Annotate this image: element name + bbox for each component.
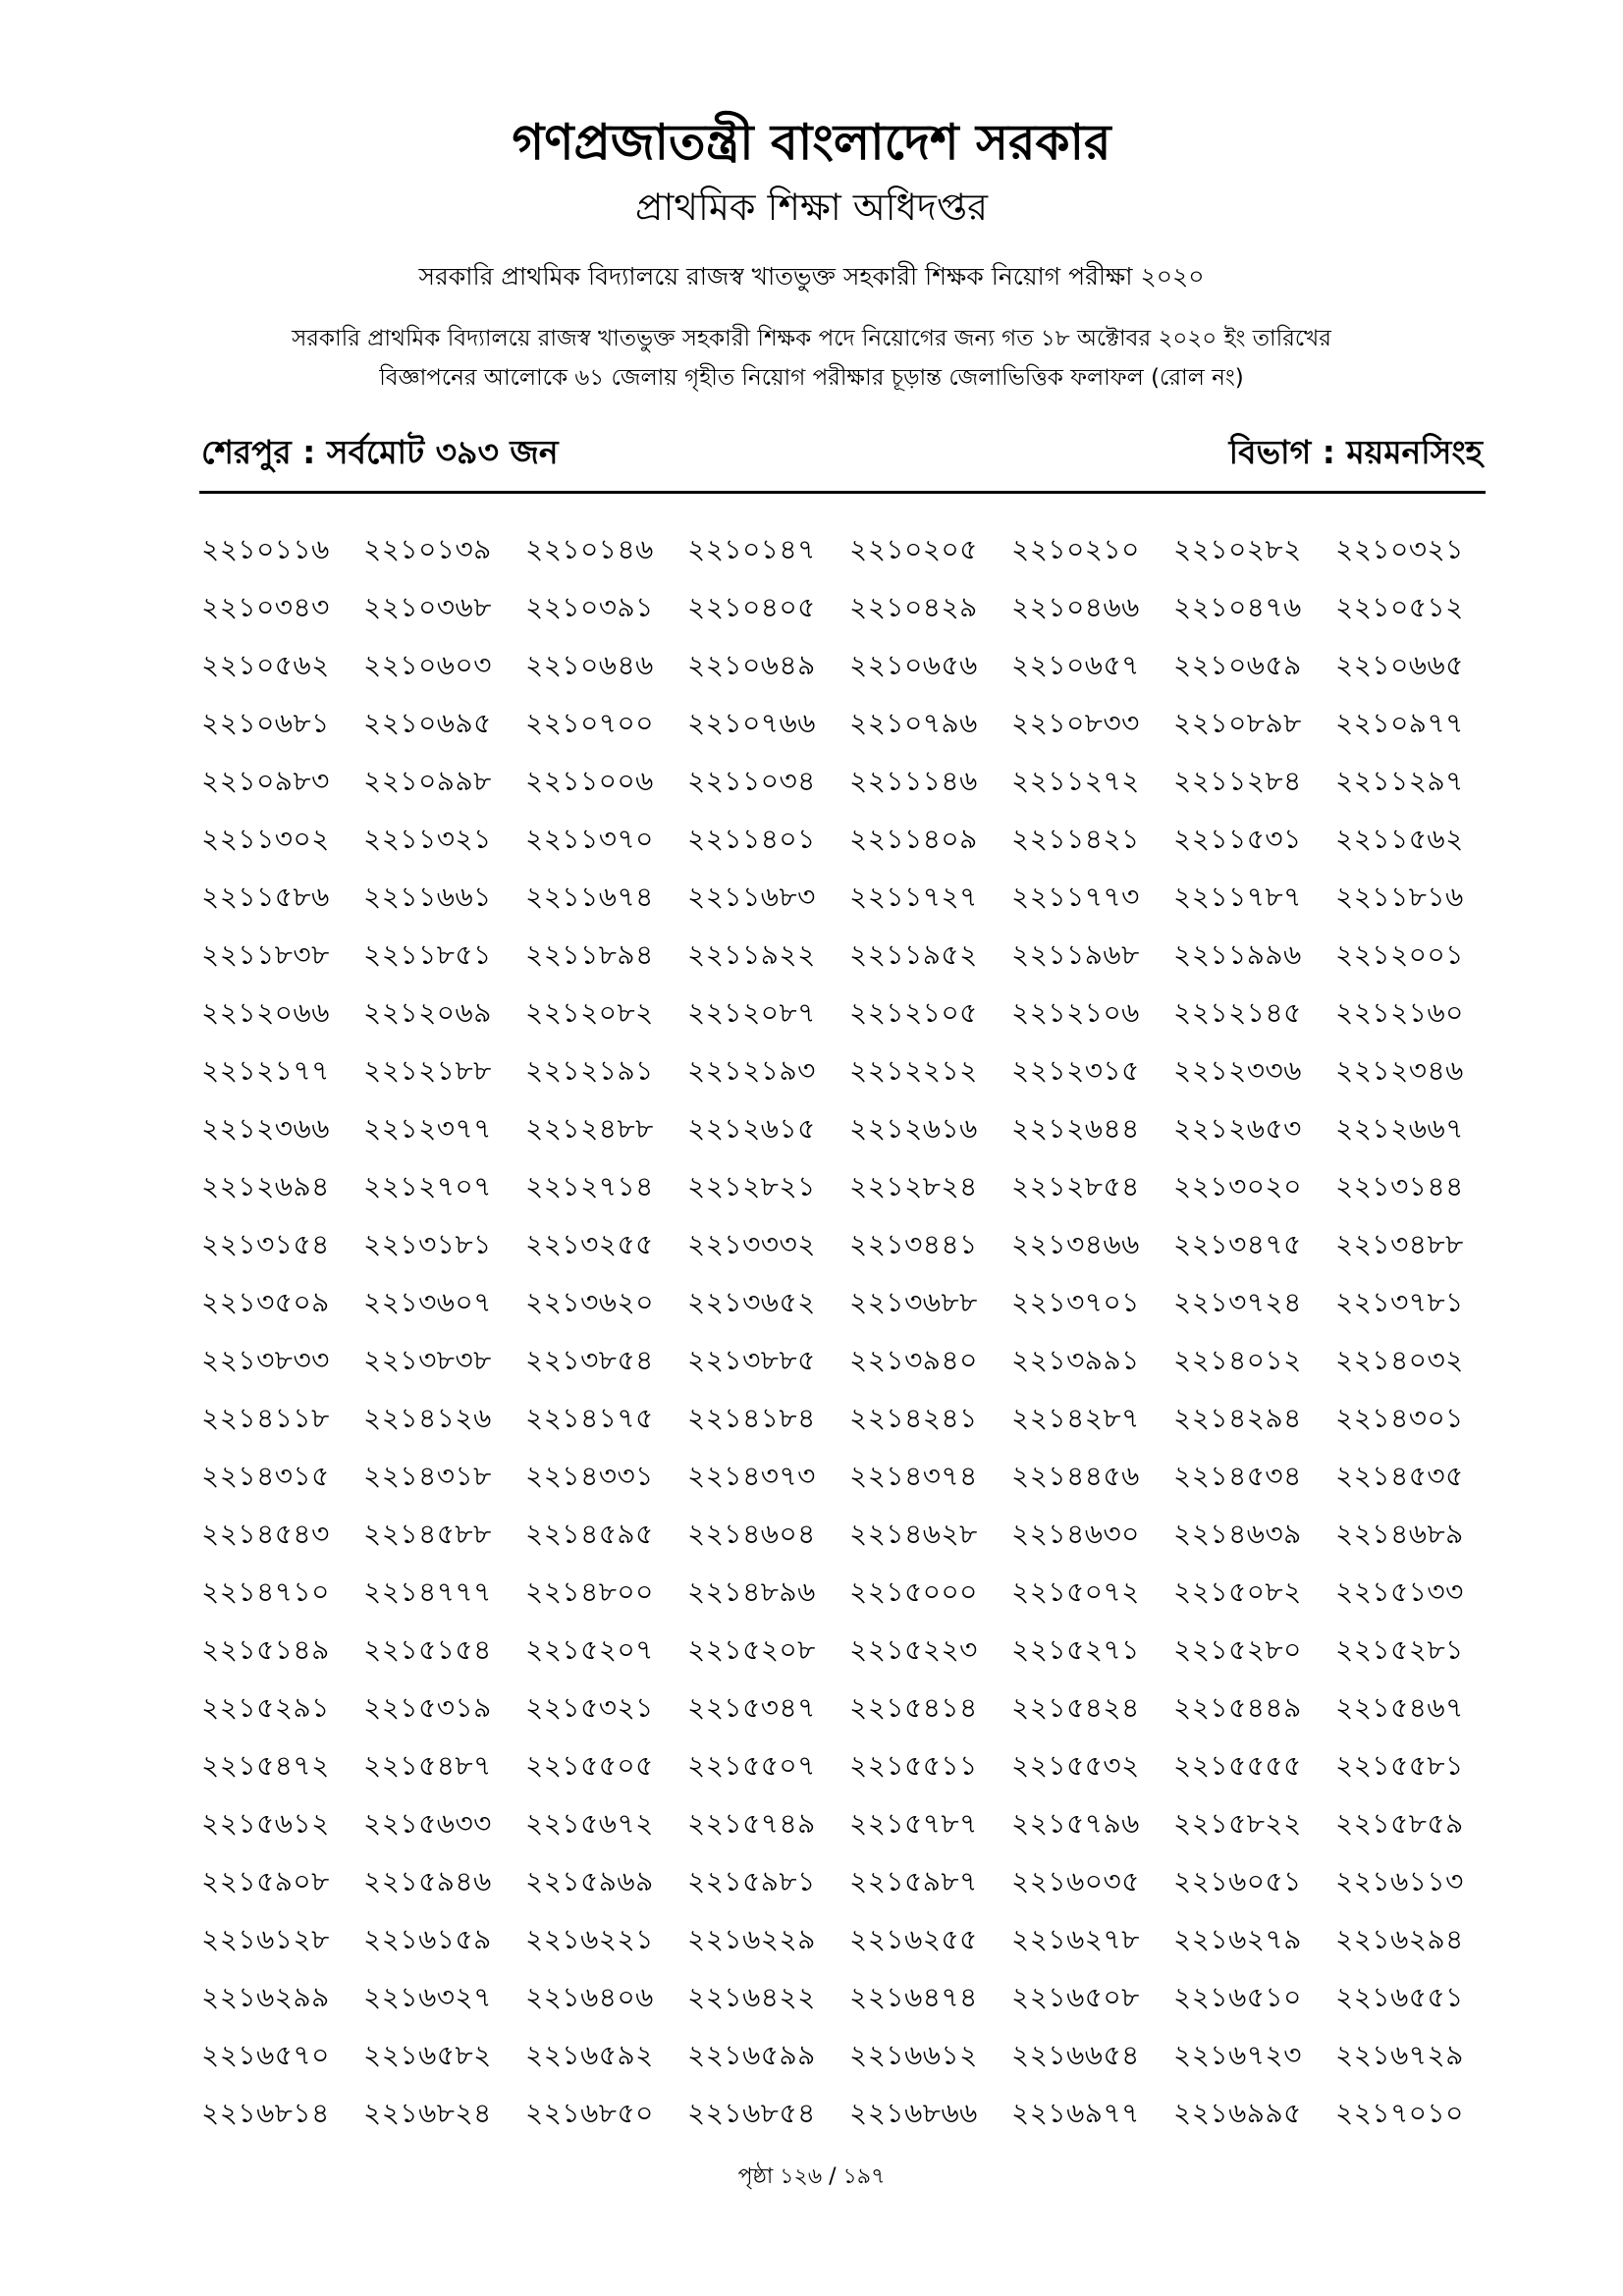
roll-number: ২২১৫০৭২ [1011,1575,1140,1608]
roll-number: ২২১৫৫৮১ [1335,1749,1464,1782]
roll-number: ২২১১৫৬২ [1335,823,1464,855]
roll-number: ২২১০১৪৭ [687,533,816,565]
roll-number: ২২১১৩২১ [363,823,492,855]
roll-number: ২২১৩১৫৪ [201,1228,330,1260]
roll-number: ২২১৩২৫৫ [525,1228,654,1260]
roll-number: ২২১৩৪৮৮ [1335,1228,1464,1260]
roll-number: ২২১৪৮৯৬ [687,1575,816,1608]
roll-number: ২২১১৯২২ [687,938,816,971]
description-line-1: সরকারি প্রাথমিক বিদ্যালয়ে রাজস্ব খাতভুক্ত সহকারী শিক্ষক পদে নিয়োগের জন্য গত ১৮ অক্টোবর ২০২০ ইং তারিখের [292,326,1331,351]
roll-number: ২২১৩৬২০ [525,1286,654,1318]
roll-number: ২২১৩০২০ [1173,1170,1302,1202]
roll-number: ২২১৬৪৭৪ [849,1981,978,2013]
roll-number: ২২১৫৩১৯ [363,1691,492,1724]
roll-number: ২২১৬৫৮২ [363,2039,492,2071]
roll-number: ২২১০৯৭৭ [1335,707,1464,739]
roll-number: ২২১২১৭৭ [201,1054,330,1087]
roll-number: ২২১৫৪৭২ [201,1749,330,1782]
roll-number: ২২১৫৬৭২ [525,1807,654,1840]
roll-number: ২২১৫৪১৪ [849,1691,978,1724]
roll-number: ২২১৬৪২২ [687,1981,816,2013]
roll-number: ২২১৫০০০ [849,1575,978,1608]
roll-number: ২২১০১১৬ [201,533,330,565]
roll-number: ২২১৫৫৫৫ [1173,1749,1302,1782]
roll-number: ২২১২১৯৩ [687,1054,816,1087]
roll-number: ২২১৫১৩৩ [1335,1575,1464,1608]
roll-number: ২২১১৭৮৭ [1173,881,1302,913]
roll-number: ২২১৪৬৩০ [1011,1518,1140,1550]
roll-number: ২২১৬৫৯২ [525,2039,654,2071]
roll-number: ২২১০৬৮১ [201,707,330,739]
roll-number: ২২১৪৫৯৫ [525,1518,654,1550]
roll-number: ২২১৩৬০৭ [363,1286,492,1318]
roll-number: ২২১০৩২১ [1335,533,1464,565]
roll-number: ২২১৫২৯১ [201,1691,330,1724]
roll-number: ২২১৫২০৭ [525,1633,654,1666]
roll-number: ২২১১৫৮৬ [201,881,330,913]
roll-number: ২২১০৫৬২ [201,649,330,681]
roll-number: ২২১৫৯৬৯ [525,1865,654,1897]
government-title: গণপ্রজাতন্ত্রী বাংলাদেশ সরকার [512,114,1111,171]
roll-number: ২২১১৪২১ [1011,823,1140,855]
roll-number: ২২১০৬৯৫ [363,707,492,739]
roll-number: ২২১১০০৬ [525,765,654,797]
roll-number: ২২১৪০১২ [1173,1344,1302,1376]
roll-number: ২২১৫০৮২ [1173,1575,1302,1608]
roll-number: ২২১২০০১ [1335,938,1464,971]
roll-number: ২২১০৬৪৯ [687,649,816,681]
roll-number: ২২১৩৩৩২ [687,1228,816,1260]
roll-number: ২২১৭০১০ [1335,2097,1464,2129]
roll-number: ২২১১৮৯৪ [525,938,654,971]
roll-number: ২২১০২০৫ [849,533,978,565]
roll-number: ২২১৫২৮০ [1173,1633,1302,1666]
roll-number: ২২১৪১১৮ [201,1402,330,1434]
roll-number: ২২১৬২৭৮ [1011,1923,1140,1955]
roll-number: ২২১৫২০৮ [687,1633,816,1666]
district-header [201,427,1483,476]
roll-number: ২২১৬৯৭৭ [1011,2097,1140,2129]
roll-number: ২২১০৬৫৭ [1011,649,1140,681]
roll-number: ২২১৫৫০৭ [687,1749,816,1782]
roll-number: ২২১৩৯৯১ [1011,1344,1140,1376]
roll-number: ২২১৬৫৯৯ [687,2039,816,2071]
roll-number: ২২১২১৪৫ [1173,996,1302,1029]
roll-number: ২২১৪৩০১ [1335,1402,1464,1434]
roll-number: ২২১০৪০৫ [687,591,816,623]
roll-number: ২২১১২৯৭ [1335,765,1464,797]
roll-number: ২২১৩৭৮১ [1335,1286,1464,1318]
roll-number: ২২১১৩৭০ [525,823,654,855]
roll-number: ২২১৩৪৬৬ [1011,1228,1140,1260]
roll-number: ২২১৬৯৯৫ [1173,2097,1302,2129]
roll-number: ২২১০৯৯৮ [363,765,492,797]
roll-number: ২২১২১০৫ [849,996,978,1029]
roll-number: ২২১১৮১৬ [1335,881,1464,913]
roll-number: ২২১০৭০০ [525,707,654,739]
roll-number: ২২১০৯৮৩ [201,765,330,797]
roll-number: ২২১৪৩১৫ [201,1460,330,1492]
roll-number: ২২১৩৮৫৪ [525,1344,654,1376]
roll-number: ২২১০৩৯১ [525,591,654,623]
roll-number: ২২১০২১০ [1011,533,1140,565]
roll-number: ২২১২৩১৫ [1011,1054,1140,1087]
roll-number: ২২১৪৮০০ [525,1575,654,1608]
roll-number: ২২১০২৮২ [1173,533,1302,565]
roll-number: ২২১৬৬১২ [849,2039,978,2071]
roll-number: ২২১১৭৭৩ [1011,881,1140,913]
roll-number: ২২১৬৮২৪ [363,2097,492,2129]
roll-number: ২২১১৬৮৩ [687,881,816,913]
roll-number: ২২১২৮২৪ [849,1170,978,1202]
roll-number: ২২১৬২২৯ [687,1923,816,1955]
roll-number: ২২১১৭২৭ [849,881,978,913]
roll-number: ২২১০৬৫৬ [849,649,978,681]
division-name: বিভাগ : ময়মনসিংহ [1228,433,1483,471]
roll-number: ২২১৫২২৩ [849,1633,978,1666]
roll-number: ২২১৬২২১ [525,1923,654,1955]
roll-number: ২২১৬৮৫৪ [687,2097,816,2129]
roll-number: ২২১৪৩৭৩ [687,1460,816,1492]
roll-number: ২২১৪৩৭৪ [849,1460,978,1492]
roll-number: ২২১৪৪৫৬ [1011,1460,1140,1492]
roll-number: ২২১৫৫৩২ [1011,1749,1140,1782]
roll-number: ২২১৬৮১৪ [201,2097,330,2129]
roll-number: ২২১৬৮৬৬ [849,2097,978,2129]
roll-number: ২২১১৮৫১ [363,938,492,971]
department-title: প্রাথমিক শিক্ষা অধিদপ্তর [634,186,989,229]
roll-number: ২২১২৬৯৪ [201,1170,330,1202]
roll-number: ২২১০৩৪৩ [201,591,330,623]
roll-number: ২২১৪২৮৭ [1011,1402,1140,1434]
roll-number: ২২১৫৪২৪ [1011,1691,1140,1724]
roll-number: ২২১৫৫০৫ [525,1749,654,1782]
roll-number: ২২১৬৫০৮ [1011,1981,1140,2013]
roll-number: ২২১৪১৮৪ [687,1402,816,1434]
roll-number: ২২১১৯৫২ [849,938,978,971]
exam-title: সরকারি প্রাথমিক বিদ্যালয়ে রাজস্ব খাতভুক্ত সহকারী শিক্ষক নিয়োগ পরীক্ষা ২০২০ [418,262,1205,291]
roll-number: ২২১২৬১৫ [687,1112,816,1145]
roll-number: ২২১৬১৫৯ [363,1923,492,1955]
roll-number: ২২১৫৪৪৯ [1173,1691,1302,1724]
roll-number: ২২১৩৯৪০ [849,1344,978,1376]
roll-number: ২২১২০৬৬ [201,996,330,1029]
roll-number: ২২১৫৯৪৬ [363,1865,492,1897]
roll-number: ২২১৫৯৮১ [687,1865,816,1897]
roll-number: ২২১১১৪৬ [849,765,978,797]
roll-number: ২২১৬১২৮ [201,1923,330,1955]
roll-number: ২২১৬২৯৪ [1335,1923,1464,1955]
roll-number: ২২১৩৬৫২ [687,1286,816,1318]
roll-number: ২২১০৬৬৫ [1335,649,1464,681]
roll-number: ২২১২৪৮৮ [525,1112,654,1145]
roll-number: ২২১৬৫১০ [1173,1981,1302,2013]
roll-number: ২২১০৪৬৬ [1011,591,1140,623]
roll-number: ২২১০৪৭৬ [1173,591,1302,623]
roll-number: ২২১৪৬০৪ [687,1518,816,1550]
roll-number: ২২১৫১৪৯ [201,1633,330,1666]
roll-number: ২২১৪৩৩১ [525,1460,654,1492]
roll-number: ২২১৬৭২৩ [1173,2039,1302,2071]
roll-number: ২২১২০৮৭ [687,996,816,1029]
roll-number: ২২১১৫৩১ [1173,823,1302,855]
roll-number: ২২১২৭০৭ [363,1170,492,1202]
roll-number-grid [201,530,1497,2152]
roll-number: ২২১০৮৩৩ [1011,707,1140,739]
roll-number: ২২১৫২৭১ [1011,1633,1140,1666]
roll-number: ২২১৪২৪১ [849,1402,978,1434]
roll-number: ২২১৩১৮১ [363,1228,492,1260]
roll-number: ২২১২৬৪৪ [1011,1112,1140,1145]
roll-number: ২২১৪৬৩৯ [1173,1518,1302,1550]
roll-number: ২২১১৪০৯ [849,823,978,855]
roll-number: ২২১৪৫৩৫ [1335,1460,1464,1492]
roll-number: ২২১৫৭৮৭ [849,1807,978,1840]
roll-number: ২২১৪২৯৪ [1173,1402,1302,1434]
roll-number: ২২১০৩৬৮ [363,591,492,623]
roll-number: ২২১৫৩৪৭ [687,1691,816,1724]
roll-number: ২২১০৮৯৮ [1173,707,1302,739]
roll-number: ২২১৫২৮১ [1335,1633,1464,1666]
roll-number: ২২১৩৫০৯ [201,1286,330,1318]
roll-number: ২২১৫৩২১ [525,1691,654,1724]
roll-number: ২২১৫৫১১ [849,1749,978,1782]
roll-number: ২২১৬১১৩ [1335,1865,1464,1897]
roll-number: ২২১০৬৫৯ [1173,649,1302,681]
roll-number: ২২১৫৪৬৭ [1335,1691,1464,1724]
roll-number: ২২১০৪২৯ [849,591,978,623]
roll-number: ২২১৫৬৩৩ [363,1807,492,1840]
roll-number: ২২১৫৮৫৯ [1335,1807,1464,1840]
roll-number: ২২১৩১৪৪ [1335,1170,1464,1202]
roll-number: ২২১৬৫৭০ [201,2039,330,2071]
roll-number: ২২১৪০৩২ [1335,1344,1464,1376]
roll-number: ২২১৬৪০৬ [525,1981,654,2013]
roll-number: ২২১২৬৬৭ [1335,1112,1464,1145]
roll-number: ২২১১২৮৪ [1173,765,1302,797]
roll-number: ২২১৫৯৮৭ [849,1865,978,1897]
roll-number: ২২১১৯৯৬ [1173,938,1302,971]
roll-number: ২২১২১০৬ [1011,996,1140,1029]
roll-number: ২২১১৬৬১ [363,881,492,913]
roll-number: ২২১১২৭২ [1011,765,1140,797]
roll-number: ২২১৪৬৮৯ [1335,1518,1464,1550]
roll-number: ২২১২২১২ [849,1054,978,1087]
roll-number: ২২১২১৯১ [525,1054,654,1087]
roll-number: ২২১৩৮৩৩ [201,1344,330,1376]
roll-number: ২২১২৬৫৩ [1173,1112,1302,1145]
roll-number: ২২১১৬৭৪ [525,881,654,913]
roll-number: ২২১৫৭৪৯ [687,1807,816,1840]
roll-number: ২২১২৩৪৬ [1335,1054,1464,1087]
roll-number: ২২১৪৭৭৭ [363,1575,492,1608]
roll-number: ২২১২৬১৬ [849,1112,978,1145]
roll-number: ২২১২১৮৮ [363,1054,492,1087]
roll-number: ২২১৬২৭৯ [1173,1923,1302,1955]
roll-number: ২২১৬৩২৭ [363,1981,492,2013]
roll-number: ২২১২৩৩৬ [1173,1054,1302,1087]
roll-number: ২২১৬০৩৫ [1011,1865,1140,1897]
roll-number: ২২১৩৭২৪ [1173,1286,1302,1318]
roll-number: ২২১০৭৯৬ [849,707,978,739]
roll-number: ২২১৪১৭৫ [525,1402,654,1434]
roll-number: ২২১১৮৩৮ [201,938,330,971]
roll-number: ২২১২৮২১ [687,1170,816,1202]
roll-number: ২২১৩৬৮৮ [849,1286,978,1318]
roll-number: ২২১১৩০২ [201,823,330,855]
roll-number: ২২১২০৬৯ [363,996,492,1029]
roll-number: ২২১২৮৫৪ [1011,1170,1140,1202]
roll-number: ২২১০৬৪৬ [525,649,654,681]
roll-number: ২২১০৭৬৬ [687,707,816,739]
roll-number: ২২১৫৮২২ [1173,1807,1302,1840]
district-total: শেরপুর : সর্বমোট ৩৯৩ জন [201,433,559,471]
roll-number: ২২১৫৭৯৬ [1011,1807,1140,1840]
roll-number: ২২১৩৪৭৫ [1173,1228,1302,1260]
roll-number: ২২১৬৬৫৪ [1011,2039,1140,2071]
roll-number: ২২১২৩৬৬ [201,1112,330,1145]
roll-number: ২২১৬২৯৯ [201,1981,330,2013]
roll-number: ২২১২৩৭৭ [363,1112,492,1145]
roll-number: ২২১২১৬০ [1335,996,1464,1029]
roll-number: ২২১৩৪৪১ [849,1228,978,1260]
roll-number: ২২১৫৯০৮ [201,1865,330,1897]
roll-number: ২২১৪৫৩৪ [1173,1460,1302,1492]
roll-number: ২২১৩৭০১ [1011,1286,1140,1318]
roll-number: ২২১৪৩১৮ [363,1460,492,1492]
roll-number: ২২১৪৭১০ [201,1575,330,1608]
roll-number: ২২১৬০৫১ [1173,1865,1302,1897]
roll-number: ২২১২০৮২ [525,996,654,1029]
roll-number: ২২১৩৮৩৮ [363,1344,492,1376]
roll-number: ২২১৬৫৫১ [1335,1981,1464,2013]
roll-number: ২২১৪৫৪৩ [201,1518,330,1550]
roll-number: ২২১১৪০১ [687,823,816,855]
roll-number: ২২১৩৮৮৫ [687,1344,816,1376]
roll-number: ২২১১০৩৪ [687,765,816,797]
roll-number: ২২১৫৪৮৭ [363,1749,492,1782]
roll-number: ২২১৫১৫৪ [363,1633,492,1666]
roll-number: ২২১১৯৬৮ [1011,938,1140,971]
roll-number: ২২১৪৫৮৮ [363,1518,492,1550]
description-line-2: বিজ্ঞাপনের আলোকে ৬১ জেলায় গৃহীত নিয়োগ পরীক্ষার চূড়ান্ত জেলাভিত্তিক ফলাফল (রোল নং) [379,365,1244,391]
roll-number: ২২১২৭১৪ [525,1170,654,1202]
roll-number: ২২১০১৩৯ [363,533,492,565]
page-number: পৃষ্ঠা ১২৬ / ১৯৭ [737,2164,886,2189]
header-divider [199,491,1486,494]
roll-number: ২২১৬২৫৫ [849,1923,978,1955]
roll-number: ২২১০৫১২ [1335,591,1464,623]
roll-number: ২২১০৬০৩ [363,649,492,681]
roll-number: ২২১৪৬২৮ [849,1518,978,1550]
roll-number: ২২১৬৮৫০ [525,2097,654,2129]
roll-number: ২২১৬৭২৯ [1335,2039,1464,2071]
roll-number: ২২১০১৪৬ [525,533,654,565]
roll-number: ২২১৫৬১২ [201,1807,330,1840]
roll-number: ২২১৪১২৬ [363,1402,492,1434]
